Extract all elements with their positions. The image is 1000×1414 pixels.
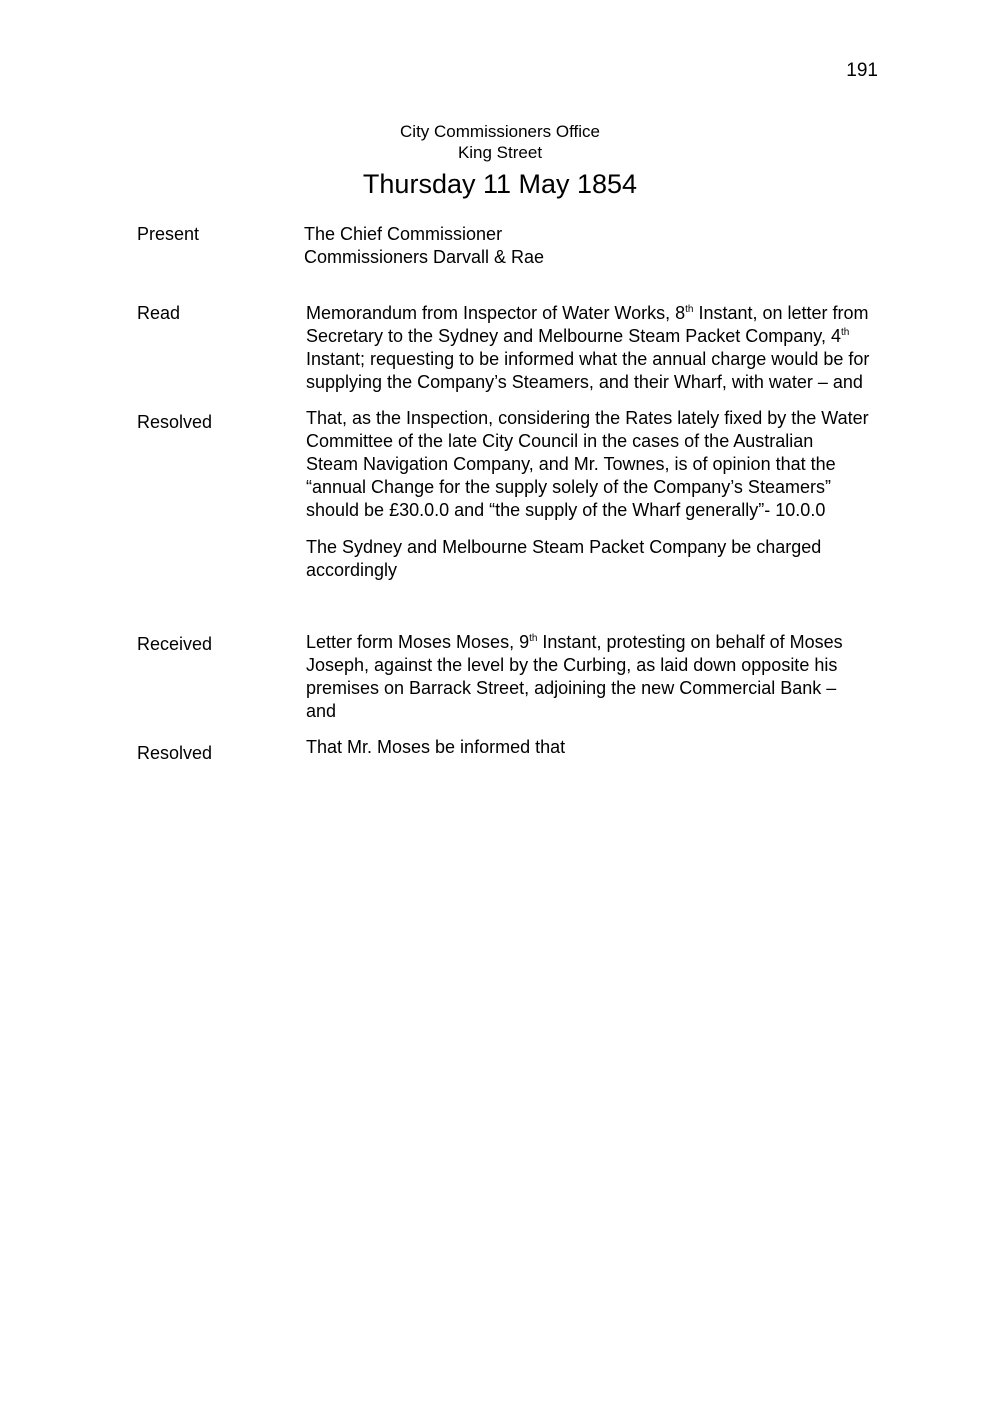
office-street: King Street <box>457 143 543 162</box>
resolved-label: Resolved <box>137 412 213 432</box>
received-body <box>306 631 891 723</box>
resolved-line: Committee of the late City Council in the cases of the Australian <box>306 431 814 451</box>
read-line: Memorandum from Inspector of Water Works, 8th Instant, on letter from <box>306 303 869 323</box>
read-line: Secretary to the Sydney and Melbourne Steam Packet Company, 4th <box>306 326 850 346</box>
meeting-date: Thursday 11 May 1854 <box>362 169 638 199</box>
resolved-body <box>306 407 891 522</box>
resolved-label-2: Resolved <box>137 743 213 763</box>
received-line: Joseph, against the level by the Curbing, as laid down opposite his <box>306 655 838 675</box>
present-line: Commissioners Darvall & Rae <box>304 247 545 267</box>
resolved-body-2 <box>306 736 891 759</box>
resolved-line: That Mr. Moses be informed that <box>306 737 566 757</box>
resolved-line: should be £30.0.0 and “the supply of the Wharf generally”- 10.0.0 <box>306 500 826 520</box>
present-body <box>304 223 889 269</box>
resolved-line: The Sydney and Melbourne Steam Packet Company be charged <box>306 537 822 557</box>
resolved-line: That, as the Inspection, considering the Rates lately fixed by the Water <box>306 408 869 428</box>
resolved-line: “annual Change for the supply solely of the Company’s Steamers” <box>306 477 831 497</box>
page-number: 191 <box>846 60 878 81</box>
present-label: Present <box>137 224 200 244</box>
resolved-paragraph-2 <box>306 536 891 582</box>
read-line: supplying the Company’s Steamers, and their Wharf, with water – and <box>306 372 863 392</box>
read-line: Instant; requesting to be informed what the annual charge would be for <box>306 349 870 369</box>
read-label: Read <box>137 303 181 323</box>
office-name: City Commissioners Office <box>400 122 600 141</box>
received-line: Letter form Moses Moses, 9th Instant, protesting on behalf of Moses <box>306 632 843 652</box>
received-line: premises on Barrack Street, adjoining the new Commercial Bank – <box>306 678 837 698</box>
received-line: and <box>306 701 337 721</box>
page-header <box>0 121 1000 201</box>
resolved-line: Steam Navigation Company, and Mr. Townes, is of opinion that the <box>306 454 836 474</box>
received-label: Received <box>137 634 213 654</box>
resolved-line: accordingly <box>306 560 398 580</box>
read-body <box>306 302 891 394</box>
present-line: The Chief Commissioner <box>304 224 503 244</box>
